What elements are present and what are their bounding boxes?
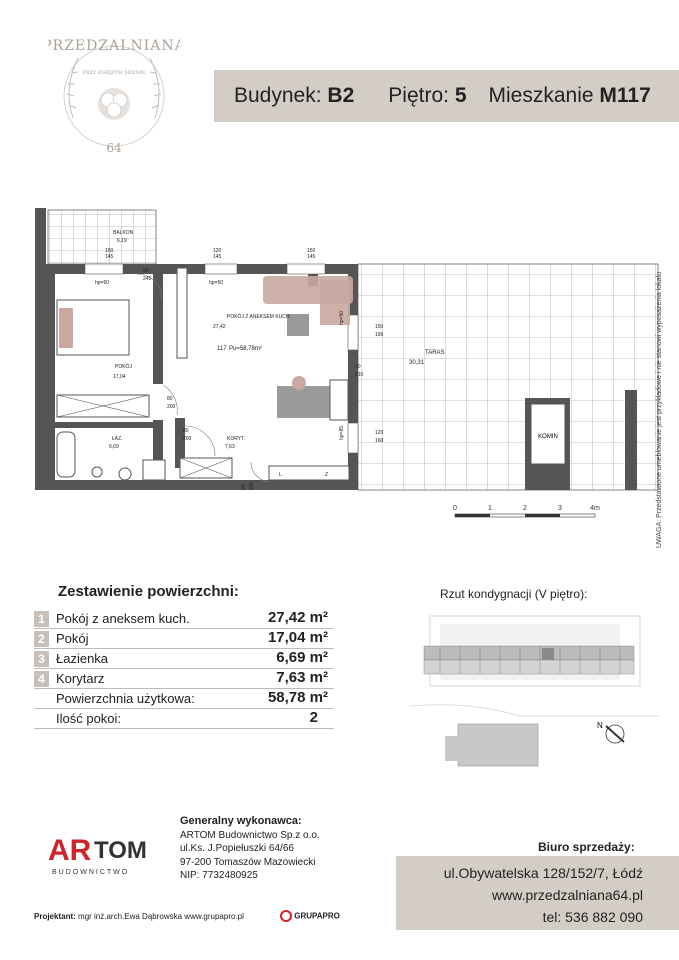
floor-overview-label: Rzut kondygnacji (V piętro):: [440, 587, 588, 601]
rooms-value: 2: [309, 709, 318, 726]
area-row: [34, 629, 334, 649]
door-t2-top: 120: [375, 430, 384, 436]
sales-phone[interactable]: tel: 536 882 090: [542, 909, 643, 925]
przedzalniana-logo: [48, 28, 180, 166]
north-label: N: [597, 721, 603, 730]
bath-name: ŁAZ.: [112, 436, 123, 442]
floor-plan: [25, 190, 670, 560]
bathtub: [57, 432, 75, 477]
sales-box: [396, 856, 679, 930]
bath-area: 6,69: [109, 444, 119, 450]
scale-bar: [453, 505, 600, 517]
designer-text: mgr inż.arch.Ewa Dąbrowska www.grupapro.pl: [78, 912, 244, 921]
mieszkanie-label: Mieszkanie: [488, 84, 594, 107]
hp50-b: hp=50: [209, 280, 224, 286]
artom-logo-a: AR: [48, 834, 92, 867]
contractor-line2: ul.Ks. J.Popiełuszki 64/66: [180, 843, 294, 854]
pietro-label: Piętro:: [388, 84, 449, 107]
row-number: 3: [34, 651, 49, 667]
terrace-area: [358, 264, 658, 490]
row-number: 1: [34, 611, 49, 627]
contractor-info: [180, 815, 320, 883]
pietro-value: 5: [454, 84, 467, 107]
row-number: 2: [34, 631, 49, 647]
scale-1: 1: [488, 505, 492, 512]
door-80b-bot: 200: [183, 436, 192, 442]
win3-top: 150: [307, 248, 316, 254]
win1-bot: 145: [105, 254, 114, 260]
room1-area: 27,42: [213, 324, 226, 330]
corridor-area: 7,63: [225, 444, 235, 450]
hp50-c: hp=50: [339, 310, 345, 325]
scale-0: 0: [453, 505, 457, 512]
area-table: [34, 609, 334, 729]
designer-label: Projektant:: [34, 912, 76, 921]
hp85-label: hp=85: [339, 425, 345, 440]
rooms-label: Ilość pokoi:: [56, 711, 122, 726]
scale-2: 2: [523, 505, 527, 512]
designer-info: [34, 912, 244, 921]
apt-area: Pu=58,78m²: [229, 346, 262, 352]
win3-bot: 145: [307, 254, 316, 260]
taras-label: TARAS: [425, 350, 445, 356]
contractor-title: Generalny wykonawca:: [180, 815, 302, 827]
area-row: [34, 609, 334, 629]
grupapro-icon: [280, 910, 292, 922]
area-row: [34, 669, 334, 689]
row-value: 27,42 m²: [267, 609, 328, 626]
grupapro-logo: [280, 910, 340, 922]
contractor-line3: 97-200 Tomaszów Mazowiecki: [180, 856, 316, 868]
door-80b-top: 80: [183, 428, 189, 434]
logo-name: PRZEDZALNIANA: [48, 38, 180, 54]
door-90b-top: 90: [241, 484, 247, 490]
contractor-line4: NIP: 7732480925: [180, 870, 258, 881]
door-t2-bot: 160: [375, 438, 384, 444]
hp50-a: hp=50: [95, 280, 110, 286]
summary-title: Zestawienie powierzchni:: [58, 583, 239, 600]
kitchen-island: [277, 386, 332, 418]
komin-label: KOMIN: [538, 434, 558, 440]
logo-tagline: PRZY KSIĘŻYM MŁYNIE: [82, 70, 146, 76]
door-90: 90: [355, 364, 361, 370]
sales-title: Biuro sprzedaży:: [538, 840, 635, 854]
room2-area: 17,04: [113, 374, 126, 380]
row-value: 6,69 m²: [276, 649, 328, 666]
room2-name: POKÓJ: [115, 364, 132, 370]
scale-3: 3: [558, 505, 562, 512]
door-t-bot: 195: [375, 332, 384, 338]
row-number: 4: [34, 671, 49, 687]
rooms-row: [34, 709, 334, 729]
floor-overview-map: [410, 606, 660, 771]
apartment-header: [214, 70, 679, 122]
door-90b-bot: 200: [249, 481, 255, 490]
sales-website-link[interactable]: www.przedzalniana64.pl: [492, 887, 643, 903]
room1-name: POKÓJ Z ANEKSEM KUCH.: [227, 314, 291, 320]
balkon-label: BALKON: [113, 230, 134, 236]
row-label: Pokój: [56, 631, 89, 646]
contractor-line1: ARTOM Budownictwo Sp.z o.o.: [180, 829, 320, 841]
apt-tag: 117: [217, 346, 227, 352]
furniture-disclaimer: [651, 230, 665, 550]
row-label: Korytarz: [56, 671, 105, 686]
sales-address: ul.Obywatelska 128/152/7, Łódź: [443, 865, 643, 881]
l-mark: L: [279, 472, 282, 478]
door-b-top: 90: [143, 268, 149, 274]
row-value: 7,63 m²: [276, 669, 328, 686]
row-label: Łazienka: [56, 651, 109, 666]
budynek-value: B2: [327, 84, 355, 107]
taras-area: 30,31: [409, 360, 425, 366]
scale-4: 4m: [590, 505, 600, 512]
door-t-top: 150: [375, 324, 384, 330]
win1-top: 150: [105, 248, 114, 254]
balkon-area: 6,19: [117, 238, 127, 244]
logo-number: 64: [106, 141, 122, 155]
disclaimer-text: UWAGA: Przedstawione umeblowanie jest przykładowe i nie stanowi wyposażenia lokalu: [656, 272, 663, 548]
artom-logo-sub: BUDOWNICTWO: [52, 869, 130, 876]
corridor-name: KORYT.: [227, 436, 245, 442]
artom-logo: [46, 822, 166, 882]
area-row: [34, 649, 334, 669]
artom-logo-main: TOM: [94, 837, 147, 864]
usable-area-row: [34, 689, 334, 709]
apartment-marker: [542, 648, 554, 660]
door-80a-top: 80: [167, 396, 173, 402]
row-value: 17,04 m²: [267, 629, 328, 646]
win2-bot: 145: [213, 254, 222, 260]
budynek-label: Budynek:: [234, 84, 322, 107]
balcony-area: [48, 210, 156, 264]
z-mark: Z: [325, 472, 329, 478]
row-label: Pokój z aneksem kuch.: [56, 611, 190, 626]
door-210: 210: [355, 372, 364, 378]
mieszkanie-value: M117: [599, 84, 651, 107]
usable-value: 58,78 m²: [267, 689, 328, 706]
door-b-bot: 245: [143, 276, 152, 282]
door-80a-bot: 200: [167, 404, 176, 410]
usable-label: Powierzchnia użytkowa:: [56, 691, 195, 706]
win2-top: 120: [213, 248, 222, 254]
grupapro-text: GRUPAPRO: [294, 911, 340, 921]
